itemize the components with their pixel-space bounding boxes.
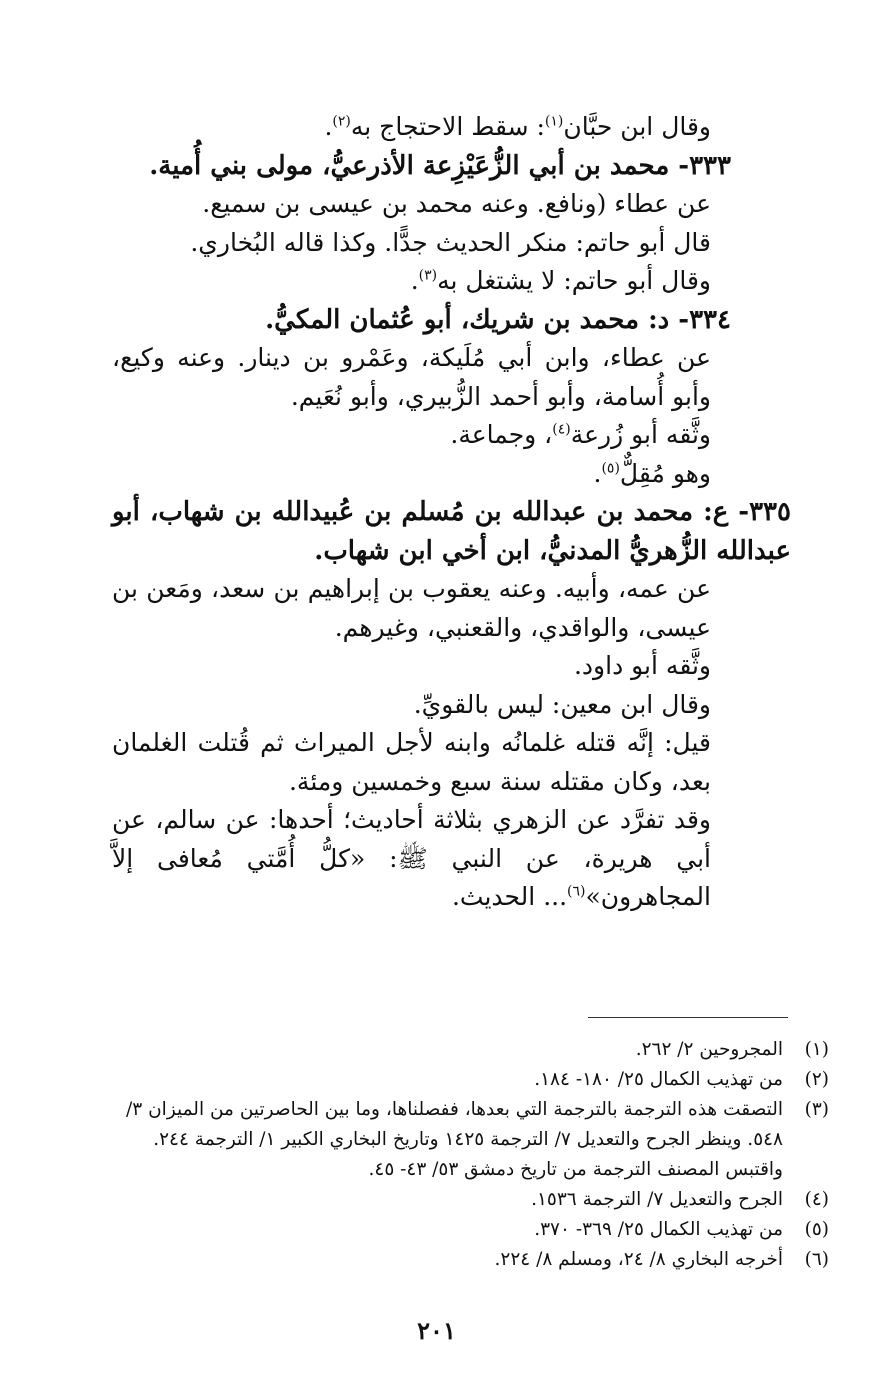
footnote-divider	[588, 1017, 788, 1018]
text-span: وثَّقه أبو زُرعة	[570, 420, 711, 449]
footnote-ref[interactable]: (٢)	[332, 113, 351, 130]
text-paragraph: عن عمه، وأبيه. وعنه يعقوب بن إبراهيم بن سعد، ومَعن بن عيسى، والواقدي، والقعنبي، وغيرهم.	[112, 574, 711, 642]
text-paragraph	[112, 801, 791, 917]
text-span: .	[324, 112, 333, 141]
entry-heading-334: ٣٣٤- د: محمد بن شريك، أبو عُثمان المكيُّ.	[265, 304, 731, 335]
footnote	[112, 1185, 829, 1215]
footnote-text: من تهذيب الكمال ٢٥/ ١٨٠- ١٨٤.	[534, 1069, 783, 1090]
footnote-number: (٤)	[804, 1189, 829, 1210]
footnote	[112, 1065, 829, 1095]
text-line: وقال ابن معين: ليس بالقويِّ.	[413, 689, 711, 719]
page-number: ٢٠١	[417, 1316, 456, 1345]
text-span: .	[593, 458, 602, 488]
text-line: وثَّقه أبو داود.	[573, 651, 711, 680]
footnote-ref[interactable]: (٤)	[552, 421, 571, 438]
footnote-ref[interactable]: (٥)	[601, 460, 620, 477]
footnote-number: (٢)	[804, 1069, 829, 1090]
footnote	[112, 1035, 829, 1065]
footnote-number: (٦)	[804, 1249, 829, 1270]
footnote-text: الجرح والتعديل ٧/ الترجمة ١٥٣٦.	[531, 1189, 783, 1210]
text-line	[112, 262, 791, 301]
footnote	[112, 1245, 829, 1275]
main-text	[112, 108, 791, 917]
text-paragraph: عن عطاء، وابن أبي مُلَيكة، وعَمْرو بن دينار. وعنه وكيع، وأبو أُسامة، وأبو أحمد الزُّبيري، وأبو نُعَيم.	[112, 343, 711, 411]
footnote-ref[interactable]: (٣)	[418, 267, 438, 284]
text-line: قال أبو حاتم: منكر الحديث جدًّا. وكذا قاله البُخاري.	[190, 227, 711, 257]
text-span: ، وجماعة.	[450, 420, 553, 449]
text-span: وهو مُقِلٌّ	[619, 458, 711, 488]
footnote-number: (٣)	[804, 1099, 829, 1120]
text-line	[112, 455, 791, 494]
text-span: .	[410, 266, 419, 295]
footnote-text: من تهذيب الكمال ٢٥/ ٣٦٩- ٣٧٠.	[534, 1219, 783, 1240]
footnote-text: المجروحين ٢/ ٢٦٢.	[635, 1039, 783, 1060]
footnote-number: (١)	[804, 1039, 829, 1060]
footnote	[112, 1215, 829, 1245]
footnote-text: أخرجه البخاري ٨/ ٢٤، ومسلم ٨/ ٢٢٤.	[494, 1249, 783, 1270]
text-span: وقد تفرَّد عن الزهري بثلاثة أحاديث؛ أحدها: عن سالم، عن أبي هريرة، عن النبي ﷺ: «كلُّ أُمَّتي مُعافى إلاَّ المجاهرون»	[112, 805, 711, 911]
entry-heading-333: ٣٣٣- محمد بن أبي الزُّعَيْزِعة الأذرعيُّ، مولى بني أُمية.	[149, 150, 731, 181]
text-line	[112, 416, 791, 455]
text-paragraph: قيل: إنَّه قتله غلمانُه وابنه لأجل الميراث ثم قُتلت الغلمان بعد، وكان مقتله سنة سبع وخمسين ومئة.	[112, 728, 711, 796]
footnote	[112, 1095, 829, 1185]
entry-heading-335: ٣٣٥- ع: محمد بن عبدالله بن مُسلم بن عُبيدالله بن شهاب، أبو عبدالله الزُّهريُّ المدنيُّ، ابن أخي ابن شهاب.	[112, 497, 791, 566]
text-line	[112, 108, 791, 147]
text-span: وقال ابن حبَّان	[563, 112, 711, 141]
footnote-text: التصقت هذه الترجمة بالترجمة التي بعدها، ففصلناها، وما بين الحاصرتين من الميزان ٣/ ٥٤٨. وينظر الجرح والتعديل ٧/ الترجمة ١٤٢٥ وتاريخ البخاري الكبير ١/ الترجمة ٢٤٤. واقتبس المصنف الترجمة من تاريخ دمشق ٥٣/ ٤٣- ٤٥.	[126, 1099, 783, 1180]
footnote-ref[interactable]: (٦)	[567, 883, 586, 900]
footnote-number: (٥)	[804, 1219, 829, 1240]
text-span: : سقط الاحتجاج به	[350, 112, 545, 141]
text-span: وقال أبو حاتم: لا يشتغل به	[437, 266, 711, 295]
footnotes	[112, 1035, 829, 1275]
text-line: عن عطاء (ونافع. وعنه محمد بن عيسى بن سميع.	[202, 189, 711, 218]
footnote-ref[interactable]: (١)	[544, 113, 564, 130]
text-span: ... الحديث.	[451, 882, 568, 911]
